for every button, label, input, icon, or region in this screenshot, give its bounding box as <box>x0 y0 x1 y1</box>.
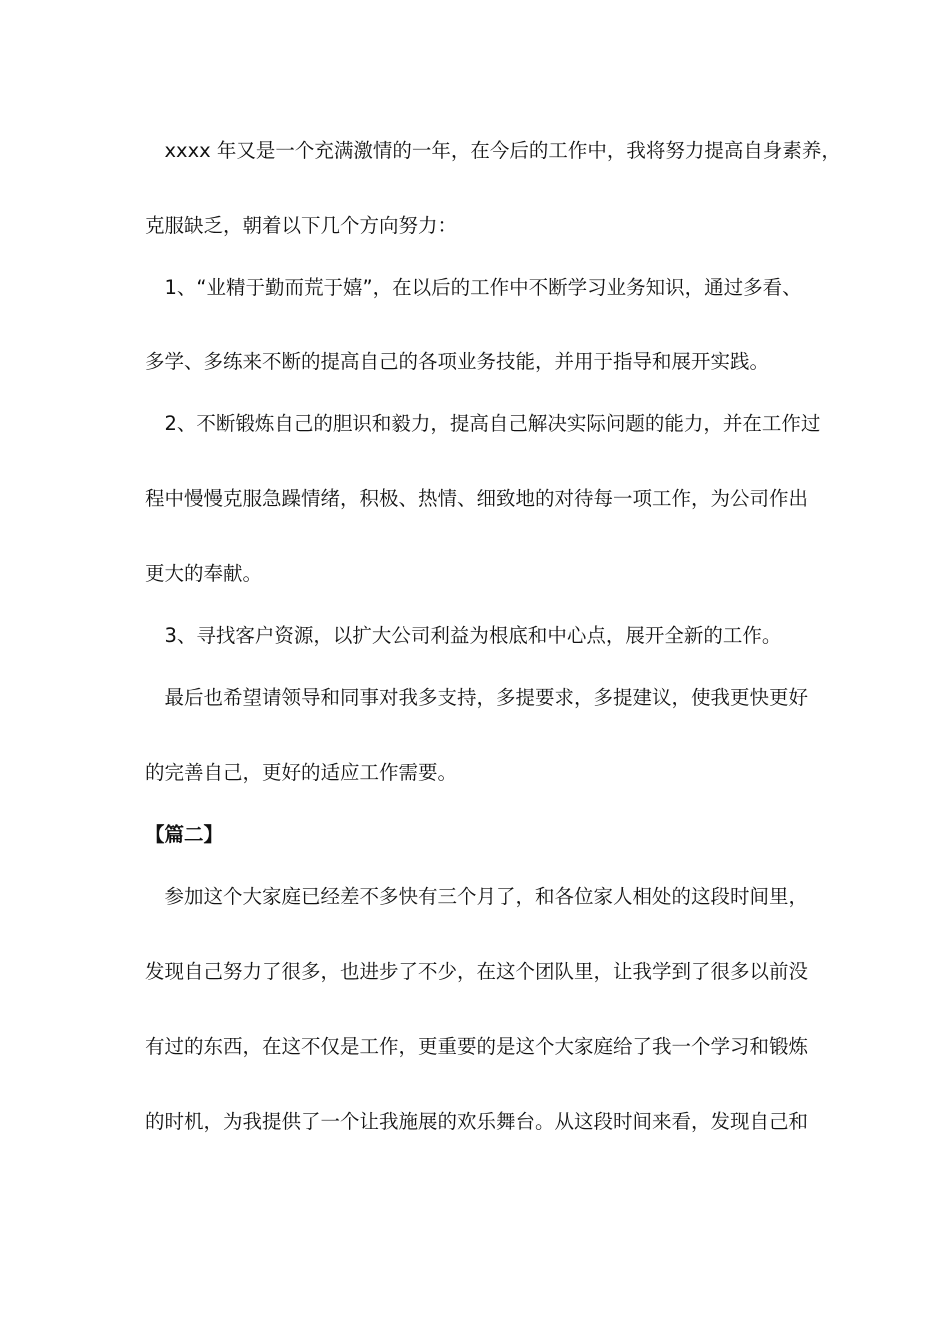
section-heading: 【篇二】 <box>145 823 224 846</box>
closing-paragraph-line-1: 最后也希望请领导和同事对我多支持，多提要求，多提建议，使我更快更好 <box>145 686 809 709</box>
section-2-line-4: 的时机，为我提供了一个让我施展的欢乐舞台。从这段时间来看，发现自己和 <box>145 1110 809 1133</box>
item-2-line-3: 更大的奉献。 <box>145 562 263 585</box>
section-2-line-1: 参加这个大家庭已经差不多快有三个月了，和各位家人相处的这段时间里， <box>145 885 809 908</box>
section-2-line-2: 发现自己努力了很多，也进步了不少，在这个团队里，让我学到了很多以前没 <box>145 960 809 983</box>
item-2-line-1: 2、不断锻炼自己的胆识和毅力，提高自己解决实际问题的能力，并在工作过 <box>145 412 821 435</box>
section-2-line-3: 有过的东西，在这不仅是工作，更重要的是这个大家庭给了我一个学习和锻炼 <box>145 1035 809 1058</box>
item-2-line-2: 程中慢慢克服急躁情绪，积极、热情、细致地的对待每一项工作，为公司作出 <box>145 487 809 510</box>
closing-paragraph-line-2: 的完善自己，更好的适应工作需要。 <box>145 761 458 784</box>
item-1-line-1: 1、“业精于勤而荒于嬉”，在以后的工作中不断学习业务知识，通过多看、 <box>145 276 802 299</box>
paragraph-1-line-2: 克服缺乏，朝着以下几个方向努力： <box>145 214 458 237</box>
item-1-line-2: 多学、多练来不断的提高自己的各项业务技能，并用于指导和展开实践。 <box>145 350 770 373</box>
paragraph-1-line-1: xxxx 年又是一个充满激情的一年，在今后的工作中，我将努力提高自身素养， <box>145 139 841 162</box>
item-3-line-1: 3、寻找客户资源，以扩大公司利益为根底和中心点，展开全新的工作。 <box>145 624 782 647</box>
